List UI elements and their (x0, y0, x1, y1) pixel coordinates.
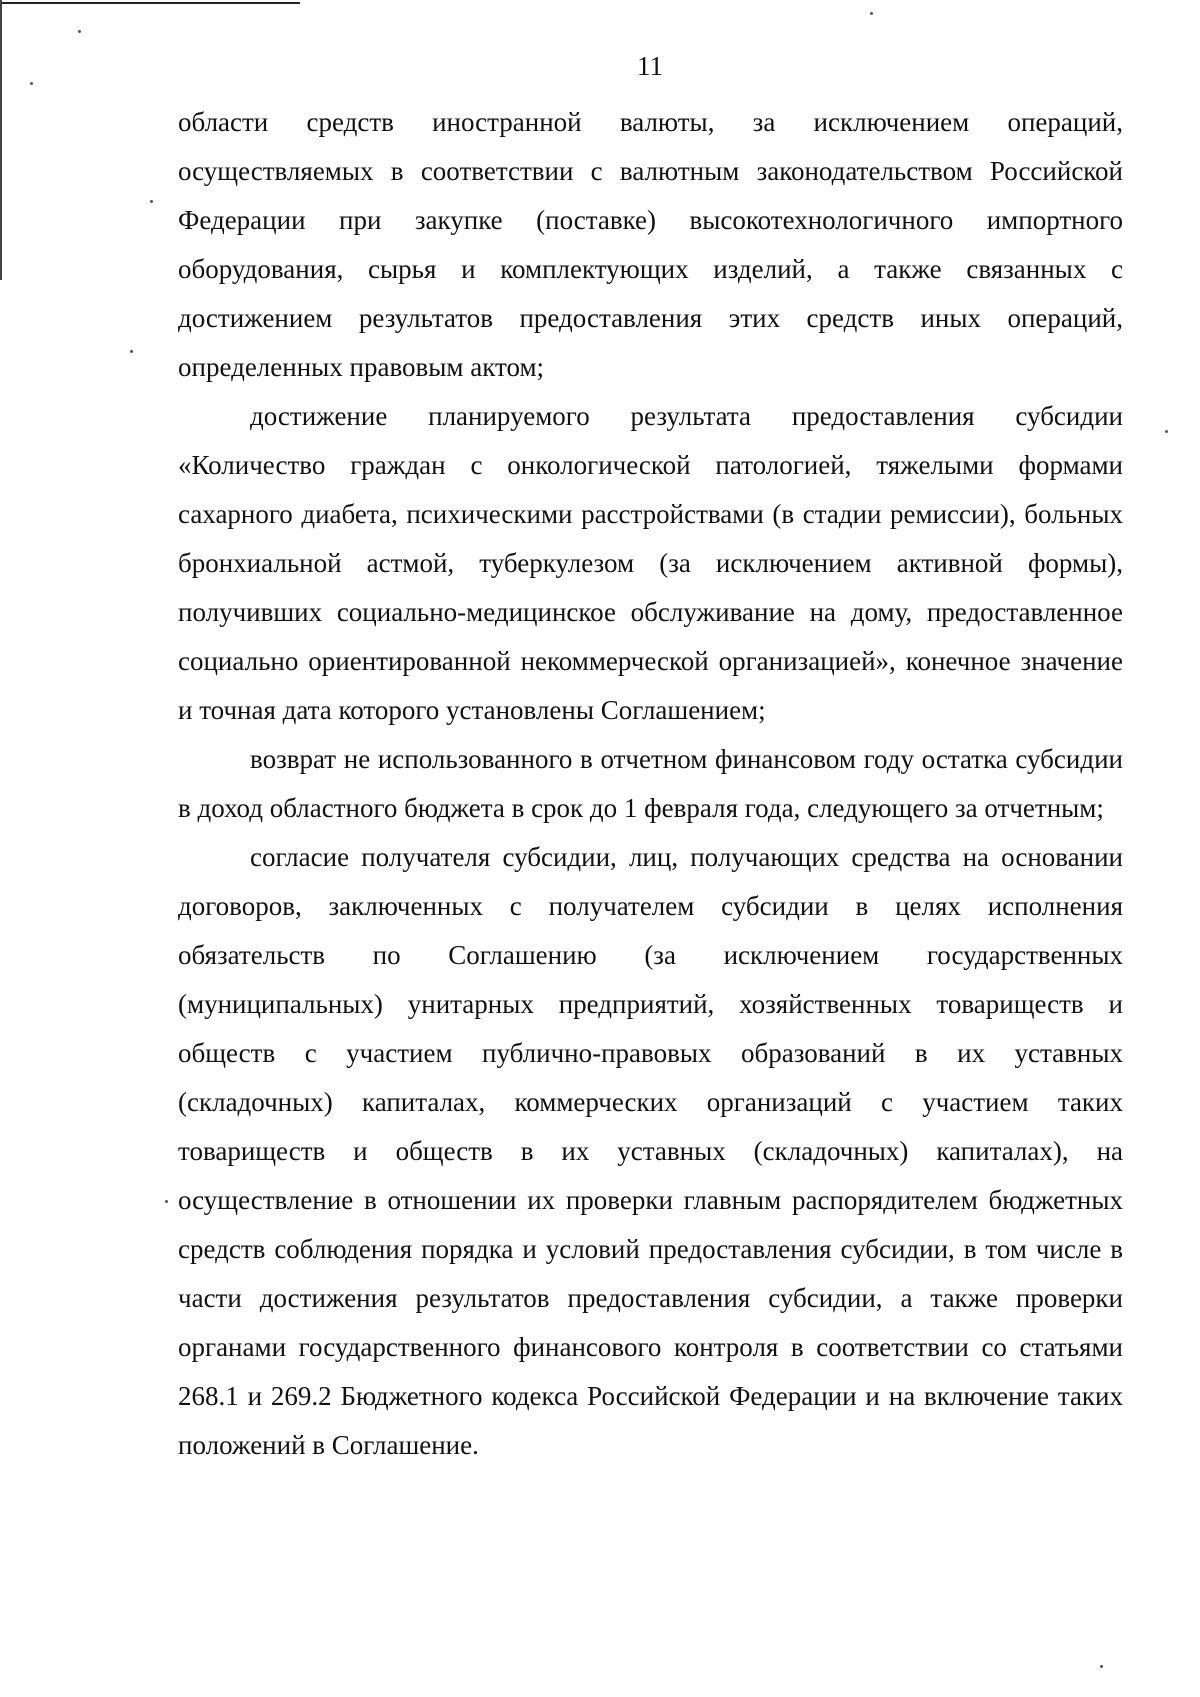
scan-speck (1165, 430, 1168, 433)
scan-speck (130, 350, 133, 353)
paragraph-foreign-currency: области средств иностранной валюты, за исключением операций, осуществляемых в соответствии с валютным законодательством Российской Федерации при закупке (поставке) высокотехнологичного импортного оборудования, сырья и комплектующих изделий, а также связанных с достижением результатов предоставления этих средств иных операций, определенных правовым актом; (178, 107, 1123, 382)
scan-speck (870, 12, 873, 15)
paragraph-planned-result: достижение планируемого результата предоставления субсидии «Количество граждан с онкологической патологией, тяжелыми формами сахарного диабета, психическими расстройствами (в стадии ремиссии), больных бронхиальной астмой, туберкулезом (за исключением активной формы), получивших социально-медицинское обслуживание на дому, предоставленное социально ориентированной некоммерческой организацией», конечное значение и точная дата которого установлены Соглашением; (178, 401, 1123, 725)
scan-speck (78, 30, 81, 33)
scan-speck (1100, 1665, 1103, 1668)
scan-speck (150, 200, 153, 203)
paragraph-return-balance: возврат не использованного в отчетном финансовом году остатка субсидии в доход областного бюджета в срок до 1 февраля года, следующего за отчетным; (178, 744, 1123, 823)
paragraph-consent-inspection: согласие получателя субсидии, лиц, получающих средства на основании договоров, заключенных с получателем субсидии в целях исполнения обязательств по Соглашению (за исключением государственных (муниципальных) унитарных предприятий, хозяйственных товариществ и обществ с участием публично-правовых образований в их уставных (складочных) капиталах, коммерческих организаций с участием таких товариществ и обществ в их уставных (складочных) капиталах), на осуществление в отношении их проверки главным распорядителем бюджетных средств соблюдения порядка и условий предоставления субсидии, в том числе в части достижения результатов предоставления субсидии, а также проверки органами государственного финансового контроля в соответствии со статьями 268.1 и 269.2 Бюджетного кодекса Российской Федерации и на включение таких положений в Соглашение. (178, 842, 1123, 1460)
scan-edge-left (0, 0, 2, 280)
document-body (178, 98, 1123, 1470)
scan-edge-top (0, 2, 300, 4)
scan-speck (165, 1200, 168, 1203)
page-number: 11 (637, 51, 663, 81)
